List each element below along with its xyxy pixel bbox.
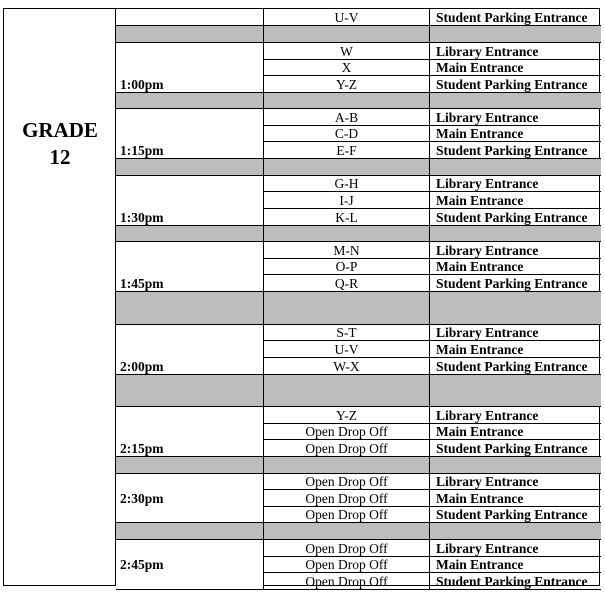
last-name-range: I-J bbox=[339, 192, 354, 208]
separator-row bbox=[116, 523, 601, 540]
last-name-range: Open Drop Off bbox=[305, 474, 388, 489]
entrance-name: Main Entrance bbox=[436, 341, 524, 357]
letters-cell bbox=[264, 523, 430, 539]
entrance-cell bbox=[430, 457, 601, 473]
entrance-cell bbox=[430, 325, 601, 340]
last-name-range: Open Drop Off bbox=[305, 557, 388, 572]
separator-row bbox=[116, 375, 601, 407]
separator-row bbox=[116, 457, 601, 474]
entrance-cell bbox=[430, 126, 601, 141]
entrance-cell bbox=[430, 407, 601, 423]
letters-cell bbox=[264, 474, 430, 489]
entrance-name: Main Entrance bbox=[436, 490, 524, 506]
entrance-name: Student Parking Entrance bbox=[436, 507, 588, 522]
time-slot-cell bbox=[116, 9, 264, 25]
last-name-range: M-N bbox=[333, 242, 360, 258]
entrance-name: Main Entrance bbox=[436, 192, 524, 208]
entrance-cell bbox=[430, 226, 601, 241]
entrance-cell bbox=[430, 375, 601, 406]
letters-cell bbox=[264, 93, 430, 108]
last-name-range: Q-R bbox=[334, 275, 359, 291]
entrance-cell bbox=[430, 142, 601, 158]
entrance-cell bbox=[430, 176, 601, 191]
entrance-name: Student Parking Entrance bbox=[436, 440, 588, 456]
last-name-range: U-V bbox=[334, 341, 359, 357]
entrance-cell bbox=[430, 43, 601, 59]
entrance-cell bbox=[430, 259, 601, 274]
separator-row bbox=[116, 292, 601, 325]
entrance-name: Student Parking Entrance bbox=[436, 573, 588, 589]
separator-row bbox=[116, 159, 601, 176]
entrance-name: Main Entrance bbox=[436, 424, 524, 439]
entrance-cell bbox=[430, 424, 601, 439]
time-label: 1:45pm bbox=[120, 275, 164, 291]
entrance-name: Student Parking Entrance bbox=[436, 76, 588, 92]
letters-cell bbox=[264, 226, 430, 241]
entrance-name: Library Entrance bbox=[436, 242, 539, 258]
letters-cell bbox=[264, 507, 430, 522]
time-cell bbox=[116, 226, 264, 241]
schedule-table bbox=[3, 8, 600, 589]
separator-row bbox=[116, 226, 601, 242]
entrance-cell bbox=[430, 192, 601, 208]
last-name-range: Open Drop Off bbox=[305, 490, 388, 506]
entrance-cell bbox=[430, 109, 601, 125]
letters-cell bbox=[264, 60, 430, 75]
grade-label-line2: 12 bbox=[49, 145, 71, 169]
entrance-cell bbox=[430, 557, 601, 572]
letters-cell bbox=[264, 159, 430, 175]
letters-cell bbox=[264, 126, 430, 141]
letters-cell bbox=[264, 292, 430, 324]
letters-cell bbox=[264, 209, 430, 225]
entrance-name: Library Entrance bbox=[436, 540, 539, 556]
entrance-cell bbox=[430, 490, 601, 506]
entrance-cell bbox=[430, 507, 601, 522]
last-name-range: Open Drop Off bbox=[305, 507, 388, 522]
entrance-name: Main Entrance bbox=[436, 60, 524, 75]
entrance-name: Main Entrance bbox=[436, 259, 524, 274]
time-cell bbox=[116, 375, 264, 406]
letters-cell bbox=[264, 259, 430, 274]
last-name-range: A-B bbox=[334, 109, 359, 125]
entrance-cell bbox=[430, 242, 601, 258]
letters-cell bbox=[264, 192, 430, 208]
entrance-cell bbox=[430, 26, 601, 42]
time-label: 1:30pm bbox=[120, 209, 164, 225]
letters-cell bbox=[264, 424, 430, 439]
time-label: 1:00pm bbox=[120, 76, 164, 92]
last-name-range: W-X bbox=[333, 358, 360, 374]
letters-cell bbox=[264, 76, 430, 92]
entrance-cell bbox=[430, 573, 601, 589]
letters-cell bbox=[264, 275, 430, 291]
entrance-cell bbox=[430, 341, 601, 357]
last-name-range: W bbox=[340, 43, 353, 59]
last-name-range: G-H bbox=[334, 176, 359, 191]
entrance-name: Library Entrance bbox=[436, 474, 539, 489]
letters-cell bbox=[264, 573, 430, 589]
letters-cell bbox=[264, 557, 430, 572]
entrance-name: Library Entrance bbox=[436, 109, 539, 125]
last-name-range: Y-Z bbox=[336, 407, 357, 423]
entrance-cell bbox=[430, 358, 601, 374]
entrance-cell bbox=[430, 76, 601, 92]
time-cell bbox=[116, 93, 264, 108]
last-name-range: Open Drop Off bbox=[305, 424, 388, 439]
entrance-name: Student Parking Entrance bbox=[436, 275, 588, 291]
entrance-cell bbox=[430, 540, 601, 556]
letters-cell bbox=[264, 540, 430, 556]
letters-cell bbox=[264, 375, 430, 406]
letters-cell bbox=[264, 176, 430, 191]
entrance-cell bbox=[430, 209, 601, 225]
letters-cell bbox=[264, 109, 430, 125]
letters-cell bbox=[264, 26, 430, 42]
entrance-cell bbox=[430, 474, 601, 489]
letters-cell bbox=[264, 9, 430, 25]
time-cell bbox=[116, 457, 264, 473]
last-name-range: E-F bbox=[336, 142, 357, 158]
grade-label-line1: GRADE bbox=[22, 118, 98, 142]
letters-cell bbox=[264, 341, 430, 357]
grade-column bbox=[4, 9, 116, 585]
entrance-cell bbox=[430, 159, 601, 175]
grade-label bbox=[4, 117, 116, 171]
separator-row bbox=[116, 26, 601, 43]
entrance-name: Library Entrance bbox=[436, 176, 539, 191]
entrance-name: Student Parking Entrance bbox=[436, 358, 588, 374]
last-name-range: X bbox=[341, 60, 352, 75]
last-name-range: U-V bbox=[334, 9, 359, 25]
time-label: 1:15pm bbox=[120, 142, 164, 158]
time-label: 2:30pm bbox=[120, 490, 164, 506]
letters-cell bbox=[264, 242, 430, 258]
letters-cell bbox=[264, 440, 430, 456]
entrance-cell bbox=[430, 523, 601, 539]
entrance-cell bbox=[430, 275, 601, 291]
last-name-range: Open Drop Off bbox=[305, 440, 388, 456]
entrance-name: Student Parking Entrance bbox=[436, 9, 588, 25]
letters-cell bbox=[264, 457, 430, 473]
letters-cell bbox=[264, 358, 430, 374]
last-name-range: Y-Z bbox=[336, 76, 357, 92]
letters-cell bbox=[264, 142, 430, 158]
letters-cell bbox=[264, 325, 430, 340]
entrance-name: Main Entrance bbox=[436, 126, 524, 141]
letters-cell bbox=[264, 43, 430, 59]
entrance-cell bbox=[430, 9, 601, 25]
entrance-name: Main Entrance bbox=[436, 557, 524, 572]
entrance-name: Student Parking Entrance bbox=[436, 209, 588, 225]
letters-cell bbox=[264, 490, 430, 506]
last-name-range: S-T bbox=[336, 325, 357, 340]
entrance-cell bbox=[430, 93, 601, 108]
time-label: 2:45pm bbox=[120, 557, 164, 572]
time-cell bbox=[116, 26, 264, 42]
last-name-range: C-D bbox=[334, 126, 359, 141]
letters-cell bbox=[264, 407, 430, 423]
entrance-name: Library Entrance bbox=[436, 325, 539, 340]
entrance-cell bbox=[430, 440, 601, 456]
last-name-range: Open Drop Off bbox=[305, 540, 388, 556]
time-cell bbox=[116, 523, 264, 539]
last-name-range: K-L bbox=[335, 209, 358, 225]
entrance-name: Library Entrance bbox=[436, 407, 539, 423]
last-name-range: Open Drop Off bbox=[305, 573, 388, 589]
time-cell bbox=[116, 292, 264, 324]
time-label: 2:15pm bbox=[120, 440, 164, 456]
entrance-cell bbox=[430, 60, 601, 75]
entrance-name: Library Entrance bbox=[436, 43, 539, 59]
time-cell bbox=[116, 159, 264, 175]
time-label: 2:00pm bbox=[120, 358, 164, 374]
entrance-name: Student Parking Entrance bbox=[436, 142, 588, 158]
separator-row bbox=[116, 93, 601, 109]
last-name-range: O-P bbox=[335, 259, 358, 274]
entrance-cell bbox=[430, 292, 601, 324]
